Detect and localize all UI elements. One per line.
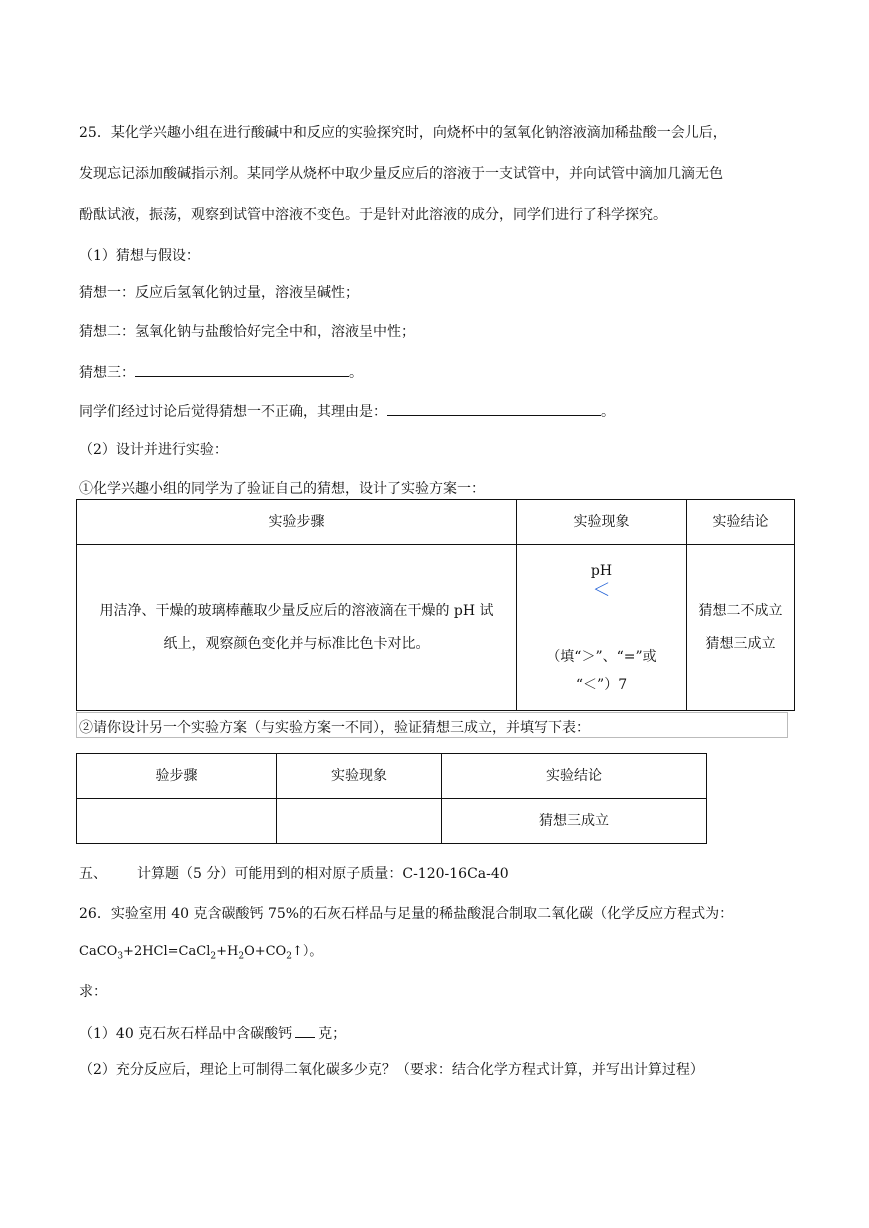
guess1: 猜想一：反应后氢氧化钠过量，溶液呈碱性； [79, 285, 359, 301]
reason-line [79, 400, 615, 422]
q25-intro-line2: 发现忘记添加酸碱指示剂。某同学从烧杯中取少量反应后的溶液于一支试管中，并向试管中滴加几滴无色 [79, 166, 723, 182]
plan1-intro: ①化学兴趣小组的同学为了验证自己的猜想，设计了实验方案一： [79, 481, 485, 497]
table1-phenomenon-cell [517, 545, 687, 711]
q26-sub1-label: （1）40 克石灰石样品中含碳酸钙 [79, 1026, 293, 1042]
table1-header-step: 实验步骤 [77, 500, 517, 545]
plan2-intro: ②请你设计另一个实验方案（与实验方案一不同），验证猜想三成立，并填写下表： [79, 720, 590, 736]
q26-sub1-blank[interactable] [295, 1022, 315, 1038]
eq-end: ↑）。 [291, 944, 323, 959]
table1-conclusion-line2: 猜想三成立 [705, 635, 776, 652]
table1-fill-instruction-line2: “＜”）7 [575, 676, 628, 693]
experiment-table-1 [76, 499, 795, 711]
section5-number: 五、 [79, 866, 107, 882]
q25-intro-line1: 25．某化学兴趣小组在进行酸碱中和反应的实验探究时，向烧杯中的氢氧化钠溶液滴加稀盐酸一会儿后， [79, 125, 727, 141]
eq-sub-2b: 2 [238, 951, 245, 962]
eq-caco: CaCO [79, 944, 118, 959]
table2-step-cell[interactable] [77, 799, 277, 844]
table2-conclusion-cell: 猜想三成立 [442, 799, 707, 844]
q25-intro-line3: 酚酞试液，振荡，观察到试管中溶液不变色。于是针对此溶液的成分，同学们进行了科学探究。 [79, 207, 667, 223]
part1-heading: （1）猜想与假设： [79, 248, 200, 264]
section5-title: 计算题（5 分）可能用到的相对原子质量：C-120-16Ca-40 [137, 866, 509, 882]
q26-sub1-unit: 克； [318, 1026, 347, 1042]
reason-period: 。 [601, 404, 615, 420]
table1-step-line2: 纸上，观察颜色变化并与标准比色卡对比。 [163, 635, 430, 652]
table1-conclusion-cell [687, 545, 795, 711]
table1-step-cell [77, 545, 517, 711]
table2-phenomenon-cell[interactable] [277, 799, 442, 844]
part2-heading: （2）设计并进行实验： [79, 442, 228, 458]
eq-o-co: O+CO [244, 944, 287, 959]
experiment-table-2 [76, 753, 707, 844]
guess3-answer-blank[interactable] [135, 361, 349, 377]
guess3-label: 猜想三： [79, 365, 135, 381]
guess3-period: 。 [349, 365, 363, 381]
guess3 [79, 361, 363, 383]
q26-intro: 26．实验室用 40 克含碳酸钙 75%的石灰石样品与足量的稀盐酸混合制取二氧化碳（化学反应方程式为： [79, 906, 734, 922]
eq-sub-2a: 2 [210, 951, 217, 962]
section5-heading [79, 864, 509, 884]
q26-ask: 求： [79, 984, 107, 1000]
table1-conclusion-line1: 猜想二不成立 [698, 602, 783, 619]
table1-ph-label: pH [590, 562, 613, 579]
eq-sub-2c: 2 [286, 951, 292, 962]
table1-step-line1: 用洁净、干燥的玻璃棒蘸取少量反应后的溶液滴在干燥的 pH 试 [99, 602, 494, 619]
guess2: 猜想二：氢氧化钠与盐酸恰好完全中和，溶液呈中性； [79, 324, 415, 340]
reason-label: 同学们经过讨论后觉得猜想一不正确，其理由是： [79, 404, 387, 420]
q26-sub2: （2）充分反应后，理论上可制得二氧化碳多少克？（要求：结合化学方程式计算，并写出计算过程） [79, 1062, 704, 1078]
eq-hcl: +2HCl=CaCl [123, 944, 211, 959]
reason-answer-blank[interactable] [387, 400, 601, 416]
q26-sub1 [79, 1022, 346, 1044]
table1-header-phenomenon: 实验现象 [517, 500, 687, 545]
table2-header-phenomenon: 实验现象 [277, 754, 442, 799]
table2-header-step: 验步骤 [77, 754, 277, 799]
table2-header-conclusion: 实验结论 [442, 754, 707, 799]
table1-ph-answer: ＜ [592, 579, 611, 601]
q26-equation [79, 942, 322, 962]
table1-header-conclusion: 实验结论 [687, 500, 795, 545]
table1-fill-instruction-line1: （填“＞”、“=”或 [546, 648, 657, 665]
eq-sub-3: 3 [117, 951, 124, 962]
eq-h: +H [216, 944, 239, 959]
